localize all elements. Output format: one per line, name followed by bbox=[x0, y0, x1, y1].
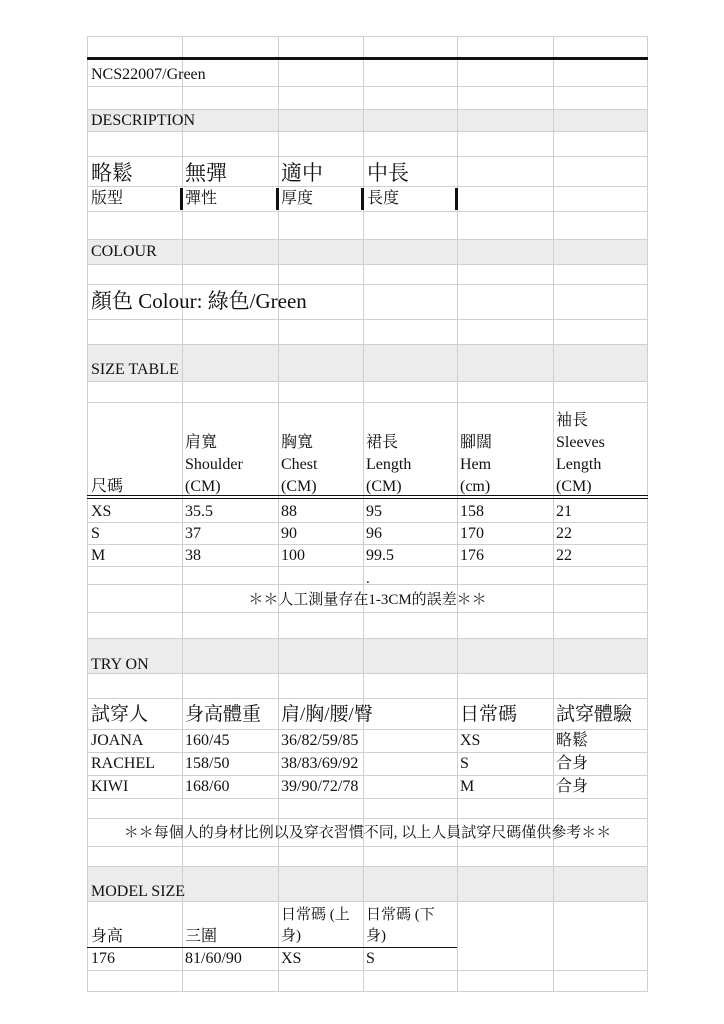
try-on-row-3-meas: 39/90/72/78 bbox=[281, 778, 359, 795]
model-header-height: 身高 bbox=[91, 928, 124, 945]
size-col-sleeves-en2: Length bbox=[556, 456, 602, 473]
try-on-header-usual-size: 日常碼 bbox=[460, 704, 518, 725]
divider-bar bbox=[276, 188, 279, 210]
try-on-row-2-size: S bbox=[460, 755, 469, 772]
grid-row-line bbox=[87, 638, 648, 639]
description-label-stretch: 彈性 bbox=[185, 190, 218, 207]
description-value-thickness: 適中 bbox=[281, 161, 323, 185]
grid-row-line bbox=[87, 612, 648, 613]
size-row-xs-hem: 158 bbox=[460, 503, 484, 520]
size-table-heading: SIZE TABLE bbox=[91, 361, 179, 378]
size-col-shoulder-en: Shoulder bbox=[185, 456, 243, 473]
model-header-top-size-line1: 日常碼 (上 bbox=[281, 907, 350, 923]
try-on-row-1-meas: 36/82/59/85 bbox=[281, 732, 359, 749]
size-row-m-length: 99.5 bbox=[366, 547, 394, 564]
size-row-xs-sleeves: 21 bbox=[556, 503, 572, 520]
grid-col-line bbox=[647, 36, 648, 991]
grid-row-line bbox=[87, 186, 648, 187]
grid-row-line bbox=[87, 402, 648, 403]
grid-row-line bbox=[87, 211, 648, 212]
try-on-note: ＊＊每個人的身材比例以及穿衣習慣不同, 以上人員試穿尺碼僅供參考＊＊ bbox=[123, 825, 612, 841]
grid-row-line bbox=[87, 344, 648, 345]
try-on-row-2-hw: 158/50 bbox=[185, 755, 230, 772]
try-on-header-experience: 試穿體驗 bbox=[556, 704, 633, 725]
try-on-header-person: 試穿人 bbox=[91, 704, 149, 725]
size-col-length-zh: 裙長 bbox=[366, 434, 399, 451]
size-row-m-shoulder: 38 bbox=[185, 547, 201, 564]
size-col-chest-zh: 胸寬 bbox=[281, 434, 314, 451]
description-label-fit: 版型 bbox=[91, 190, 124, 207]
size-note: ＊＊人工測量存在1-3CM的誤差＊＊ bbox=[248, 592, 487, 608]
description-heading: DESCRIPTION bbox=[91, 112, 196, 129]
grid-row-line bbox=[87, 846, 648, 847]
description-value-length: 中長 bbox=[367, 161, 409, 185]
model-header-top-size-line2: 身) bbox=[281, 928, 301, 944]
description-label-thickness: 厚度 bbox=[281, 190, 314, 207]
size-row-xs-size: XS bbox=[91, 503, 112, 520]
try-on-row-3-person: KIWI bbox=[91, 778, 129, 795]
product-code: NCS22007/Green bbox=[91, 66, 206, 83]
size-col-chest-unit: (CM) bbox=[281, 478, 317, 495]
model-size-heading: MODEL SIZE bbox=[91, 883, 186, 900]
try-on-row-1-hw: 160/45 bbox=[185, 732, 230, 749]
size-row-xs-shoulder: 35.5 bbox=[185, 503, 213, 520]
size-col-shoulder-zh: 肩寬 bbox=[185, 434, 218, 451]
size-row-s-chest: 90 bbox=[281, 525, 297, 542]
size-col-length-unit: (CM) bbox=[366, 478, 402, 495]
model-value-height: 176 bbox=[91, 950, 115, 967]
grid-col-line bbox=[182, 36, 183, 991]
size-dot: . bbox=[366, 571, 370, 587]
spec-sheet bbox=[87, 36, 648, 991]
try-on-row-2-exp: 合身 bbox=[556, 755, 589, 772]
size-row-s-shoulder: 37 bbox=[185, 525, 201, 542]
grid-row-line bbox=[87, 264, 648, 265]
grid-row-line bbox=[87, 818, 648, 819]
grid-col-line bbox=[553, 36, 554, 991]
grid-col-line bbox=[363, 36, 364, 991]
size-col-sleeves-unit: (CM) bbox=[556, 478, 592, 495]
model-value-measurements: 81/60/90 bbox=[185, 950, 242, 967]
try-on-header-height-weight: 身高體重 bbox=[185, 704, 262, 725]
grid-row-line bbox=[87, 798, 648, 799]
size-col-hem-en: Hem bbox=[460, 456, 492, 473]
size-col-chest-en: Chest bbox=[281, 456, 318, 473]
band-colour bbox=[87, 239, 648, 264]
size-col-hem-unit: (cm) bbox=[460, 478, 491, 495]
colour-line: 顏色 Colour: 綠色/Green bbox=[91, 289, 307, 313]
divider-bar bbox=[455, 188, 458, 210]
model-value-bottom-size: S bbox=[366, 950, 375, 967]
band-try-on bbox=[87, 638, 648, 673]
grid-row-line bbox=[87, 673, 648, 674]
grid-row-line bbox=[87, 284, 648, 285]
grid-row-line bbox=[87, 698, 648, 699]
grid-row-line bbox=[87, 156, 648, 157]
try-on-row-2-meas: 38/83/69/92 bbox=[281, 755, 359, 772]
size-col-shoulder-unit: (CM) bbox=[185, 478, 221, 495]
try-on-row-1-exp: 略鬆 bbox=[556, 732, 589, 749]
grid-row-line bbox=[87, 319, 648, 320]
grid-row-line bbox=[87, 381, 648, 382]
size-row-xs-length: 95 bbox=[366, 503, 382, 520]
size-row-m-chest: 100 bbox=[281, 547, 305, 564]
try-on-heading: TRY ON bbox=[91, 656, 149, 673]
size-row-m-sleeves: 22 bbox=[556, 547, 572, 564]
size-col-hem-zh: 腳闊 bbox=[460, 434, 493, 451]
try-on-row-1-person: JOANA bbox=[91, 732, 144, 749]
grid-col-line bbox=[278, 36, 279, 991]
grid-col-line bbox=[457, 36, 458, 991]
size-col-length-en: Length bbox=[366, 456, 412, 473]
size-row-s-length: 96 bbox=[366, 525, 382, 542]
size-col-sleeves-zh: 袖長 bbox=[556, 412, 589, 429]
model-header-bottom-size-line2: 身) bbox=[366, 928, 386, 944]
grid-row-line bbox=[87, 991, 648, 992]
model-header-measurements: 三圍 bbox=[185, 928, 218, 945]
size-col-sleeves-en: Sleeves bbox=[556, 434, 605, 451]
grid-row-line bbox=[87, 866, 648, 867]
header-rule bbox=[87, 57, 648, 60]
try-on-row-1-size: XS bbox=[460, 732, 481, 749]
size-row-m-hem: 176 bbox=[460, 547, 484, 564]
model-header-rule bbox=[87, 947, 457, 948]
grid-row-line bbox=[87, 86, 648, 87]
model-header-bottom-size-line1: 日常碼 (下 bbox=[366, 907, 435, 923]
divider-bar bbox=[180, 188, 183, 210]
divider-bar bbox=[361, 188, 364, 210]
size-row-xs-chest: 88 bbox=[281, 503, 297, 520]
description-value-fit: 略鬆 bbox=[91, 161, 133, 185]
size-col-size: 尺碼 bbox=[91, 478, 124, 495]
size-row-s-size: S bbox=[91, 525, 100, 542]
try-on-header-measurements: 肩/胸/腰/臀 bbox=[281, 704, 373, 725]
try-on-row-3-size: M bbox=[460, 778, 475, 795]
size-row-s-hem: 170 bbox=[460, 525, 484, 542]
size-row-m-size: M bbox=[91, 547, 106, 564]
description-label-length: 長度 bbox=[367, 190, 400, 207]
model-value-top-size: XS bbox=[281, 950, 302, 967]
try-on-row-2-person: RACHEL bbox=[91, 755, 155, 772]
description-value-stretch: 無彈 bbox=[185, 161, 227, 185]
colour-heading: COLOUR bbox=[91, 243, 157, 260]
try-on-row-3-exp: 合身 bbox=[556, 778, 589, 795]
try-on-row-3-hw: 168/60 bbox=[185, 778, 230, 795]
grid-row-line bbox=[87, 239, 648, 240]
grid-col-line bbox=[87, 36, 88, 991]
size-row-s-sleeves: 22 bbox=[556, 525, 572, 542]
size-header-rule bbox=[87, 498, 648, 499]
grid-row-line bbox=[87, 36, 648, 37]
grid-row-line bbox=[87, 970, 648, 971]
